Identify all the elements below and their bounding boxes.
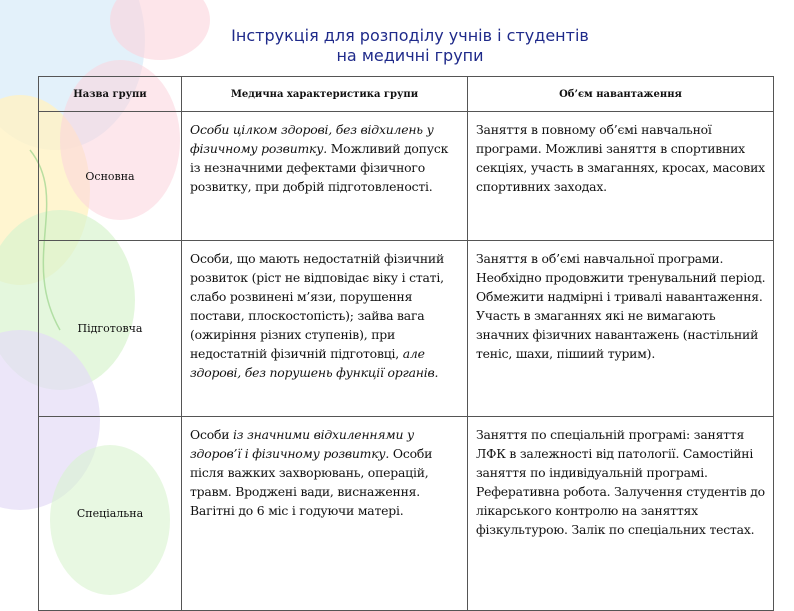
- group-name-special: Спеціальна: [39, 417, 182, 611]
- characteristic-special: [182, 417, 468, 611]
- header-characteristic: Медична характеристика групи: [182, 77, 468, 112]
- page-title: [130, 26, 690, 66]
- table-row: [39, 241, 774, 417]
- group-name-basic: Основна: [39, 112, 182, 241]
- header-load: Об’єм навантаження: [468, 77, 774, 112]
- load-special: Заняття по спеціальній програмі: заняття ЛФК в залежності від патології. Самостійні заняття по індивідуальній програмі. Реферативна робота. Залучення студентів до лікарського контролю на заняттях фізкультурою. Залік по спеціальних тестах.: [468, 417, 774, 611]
- group-name-preparatory: Підготовча: [39, 241, 182, 417]
- characteristic-text: Особи: [190, 427, 234, 442]
- title-line-1: Інструкція для розподілу учнів і студентів: [231, 26, 589, 45]
- load-basic: Заняття в повному об’ємі навчальної програми. Можливі заняття в спортивних секціях, участь в змаганнях, кросах, масових спортивних заходах.: [468, 112, 774, 241]
- load-preparatory: Заняття в об’ємі навчальної програми. Необхідно продовжити тренувальний період. Обмежити надмірні і тривалі навантаження. Участь в змаганнях які не вимагають значних фізичних навантажень (настільний теніс, шахи, пішиий турим).: [468, 241, 774, 417]
- table-row: [39, 417, 774, 611]
- characteristic-preparatory: [182, 241, 468, 417]
- medical-groups-table: [38, 76, 774, 611]
- characteristic-italic: із значними відхиленнями у здоров’ї і фізичному розвитку.: [190, 427, 414, 461]
- characteristic-italic: але здорові, без порушень функції органів.: [190, 346, 439, 380]
- header-group-name: Назва групи: [39, 77, 182, 112]
- table-header-row: [39, 77, 774, 112]
- characteristic-basic: [182, 112, 468, 241]
- title-line-2: на медичні групи: [336, 46, 484, 65]
- characteristic-text: Особи після важких захворювань, операцій, травм. Вроджені вади, виснаження. Вагітні до 6 міс і годуючи матері.: [190, 446, 433, 518]
- characteristic-italic: Особи цілком здорові, без відхилень у фізичному розвитку.: [190, 122, 434, 156]
- characteristic-text: Особи, що мають недостатній фізичний розвиток (ріст не відповідає віку і статі, слабо розвинені м’язи, порушення постави, плоскостопість); зайва вага (ожиріння різних ступенів), при недостатній фізичній підготовці,: [190, 251, 445, 361]
- table-row: [39, 112, 774, 241]
- characteristic-text: Можливий допуск із незначними дефектами фізичного розвитку, при добрій підготовленості.: [190, 141, 449, 194]
